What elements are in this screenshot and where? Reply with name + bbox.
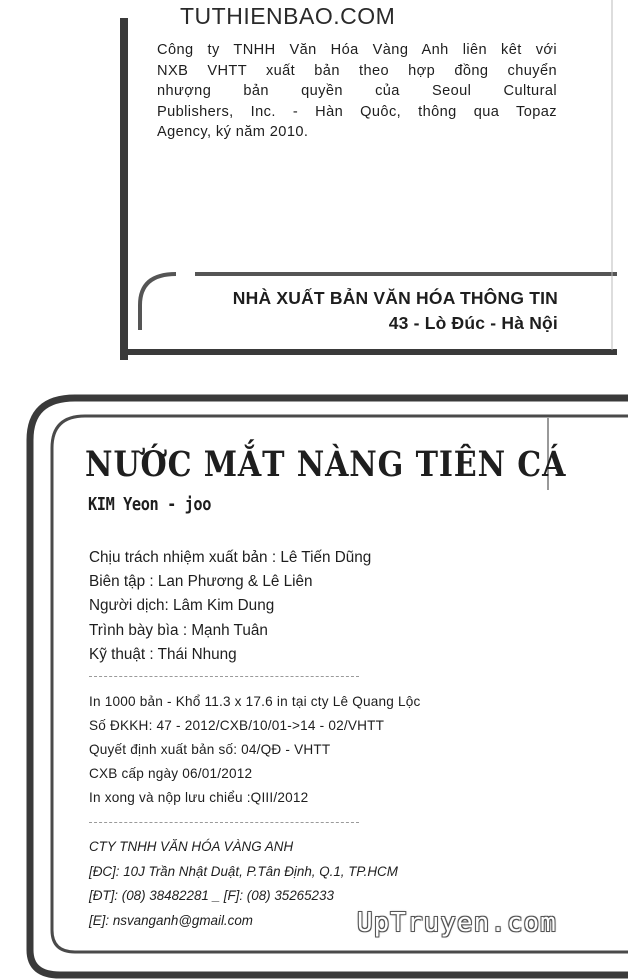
- divider: [89, 822, 359, 823]
- company-line: [ĐC]: 10J Trần Nhật Duật, P.Tân Định, Q.1, TP.HCM: [89, 863, 398, 879]
- copyright-line: Agency, ký năm 2010.: [157, 124, 309, 140]
- copyright-line: NXB VHTT xuất bản theo hợp đồng chuyển: [157, 62, 557, 79]
- credit-line: Kỹ thuật : Thái Nhung: [89, 645, 237, 663]
- copyright-line: Công ty TNHH Văn Hóa Vàng Anh liên kêt với: [157, 42, 557, 58]
- print-line: CXB cấp ngày 06/01/2012: [89, 766, 253, 781]
- print-line: In 1000 bản - Khổ 11.3 x 17.6 in tại cty Lê Quang Lộc: [89, 694, 421, 709]
- site-watermark-bottom: UpTruyen.com: [357, 908, 557, 938]
- copyright-line: nhượng bản quyền của Seoul Cultural: [157, 83, 557, 99]
- company-info: [89, 835, 398, 933]
- credit-line: Biên tập : Lan Phương & Lê Liên: [89, 573, 313, 591]
- credits-list: [89, 546, 371, 667]
- print-line: In xong và nộp lưu chiểu :QIII/2012: [89, 790, 309, 805]
- publisher-address: 43 - Lò Đúc - Hà Nội: [388, 313, 558, 333]
- copyright-notice: [157, 40, 557, 143]
- site-watermark-top: TUTHIENBAO.COM: [180, 3, 396, 29]
- credit-line: Người dịch: Lâm Kim Dung: [89, 597, 275, 615]
- company-line: [ĐT]: (08) 38482281 _ [F]: (08) 35265233: [89, 888, 334, 904]
- divider: [89, 676, 359, 677]
- publisher-name: NHÀ XUẤT BẢN VĂN HÓA THÔNG TIN: [232, 288, 558, 308]
- print-line: Quyết định xuất bản số: 04/QĐ - VHTT: [89, 742, 331, 757]
- book-author: KIM Yeon - joo: [88, 494, 212, 515]
- credit-line: Trình bày bìa : Mạnh Tuân: [89, 621, 268, 639]
- credit-line: Chịu trách nhiệm xuất bản : Lê Tiến Dũng: [89, 549, 372, 566]
- top-frame-left-rule: [120, 18, 128, 360]
- print-line: Số ĐKKH: 47 - 2012/CXB/10/01->14 - 02/VHTT: [89, 718, 385, 733]
- print-info: [89, 690, 421, 810]
- company-line: CTY TNHH VĂN HÓA VÀNG ANH: [89, 839, 294, 854]
- book-title: NƯỚC MẮT NÀNG TIÊN CÁ: [85, 444, 567, 485]
- company-line: [E]: nsvanganh@gmail.com: [89, 912, 253, 928]
- copyright-line: Publishers, Inc. - Hàn Quôc, thông qua Topaz: [157, 103, 557, 120]
- publisher-block: [233, 286, 558, 336]
